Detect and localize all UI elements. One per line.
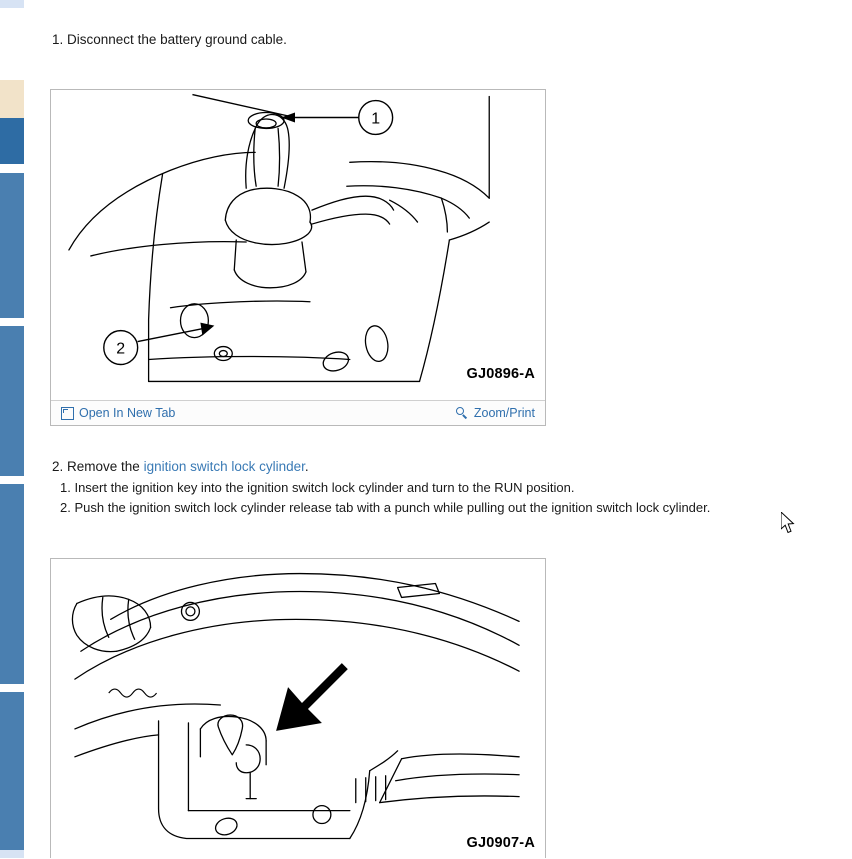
window-border-top (0, 0, 24, 8)
sidebar-edge-4 (0, 484, 24, 684)
figure-gj0896-callout-2 (104, 323, 215, 365)
open-in-new-tab-label: Open In New Tab (79, 406, 176, 420)
step-2 (52, 459, 309, 474)
figure-gj0896 (50, 89, 546, 426)
sidebar-gap-2 (0, 318, 24, 326)
zoom-print-button[interactable] (456, 406, 535, 420)
step-1-text: Disconnect the battery ground cable. (67, 32, 287, 47)
figure-gj0896-callout-1 (192, 95, 392, 135)
step-2-substep-1-text: Insert the ignition key into the ignition switch lock cylinder and turn to the RUN position. (74, 480, 575, 495)
open-in-new-tab-button[interactable] (61, 406, 175, 420)
magnifier-icon (456, 407, 469, 420)
svg-text:1: 1 (371, 110, 381, 128)
sidebar-gap-1 (0, 164, 24, 173)
new-tab-icon (61, 407, 74, 420)
step-2-substep-2-number: 2. (60, 500, 71, 515)
sidebar-edge-2 (0, 173, 24, 318)
sidebar-edge-5 (0, 692, 24, 850)
figure-gj0907-artwork (51, 559, 545, 859)
document-content-area (24, 0, 852, 858)
figure-gj0896-code: GJ0896-A (466, 366, 535, 382)
figure-gj0896-toolbar (51, 400, 545, 425)
step-1-number: 1. (52, 32, 64, 47)
figure-gj0907-code: GJ0907-A (466, 835, 535, 851)
step-2-substep-1 (60, 480, 575, 495)
link-ignition-switch-lock-cylinder[interactable]: ignition switch lock cylinder (143, 459, 305, 474)
mouse-cursor (781, 512, 795, 534)
window-titlebar-edge (0, 8, 25, 80)
step-2-substep-2 (60, 500, 710, 515)
sidebar-gap-4 (0, 684, 24, 692)
step-2-substep-2-text: Push the ignition switch lock cylinder release tab with a punch while pulling out the ignition switch lock cylinder. (74, 500, 711, 515)
svg-text:2: 2 (116, 340, 126, 358)
figure-gj0907 (50, 558, 546, 858)
step-1 (52, 32, 287, 47)
window-chrome-left-edge (0, 0, 24, 858)
sidebar-gap-3 (0, 476, 24, 484)
step-2-text-after-link: . (304, 459, 309, 474)
step-2-number: 2. (52, 459, 64, 474)
sidebar-edge-3 (0, 326, 24, 476)
zoom-print-label: Zoom/Print (473, 406, 535, 420)
figure-gj0907-pointer-arrow (276, 663, 348, 731)
step-2-substep-1-number: 1. (60, 480, 71, 495)
step-2-text-before-link: Remove the (67, 459, 144, 474)
figure-gj0896-artwork (51, 90, 545, 390)
toolbar-edge (0, 80, 25, 118)
sidebar-edge-1 (0, 118, 24, 164)
window-border-bottom (0, 850, 24, 858)
